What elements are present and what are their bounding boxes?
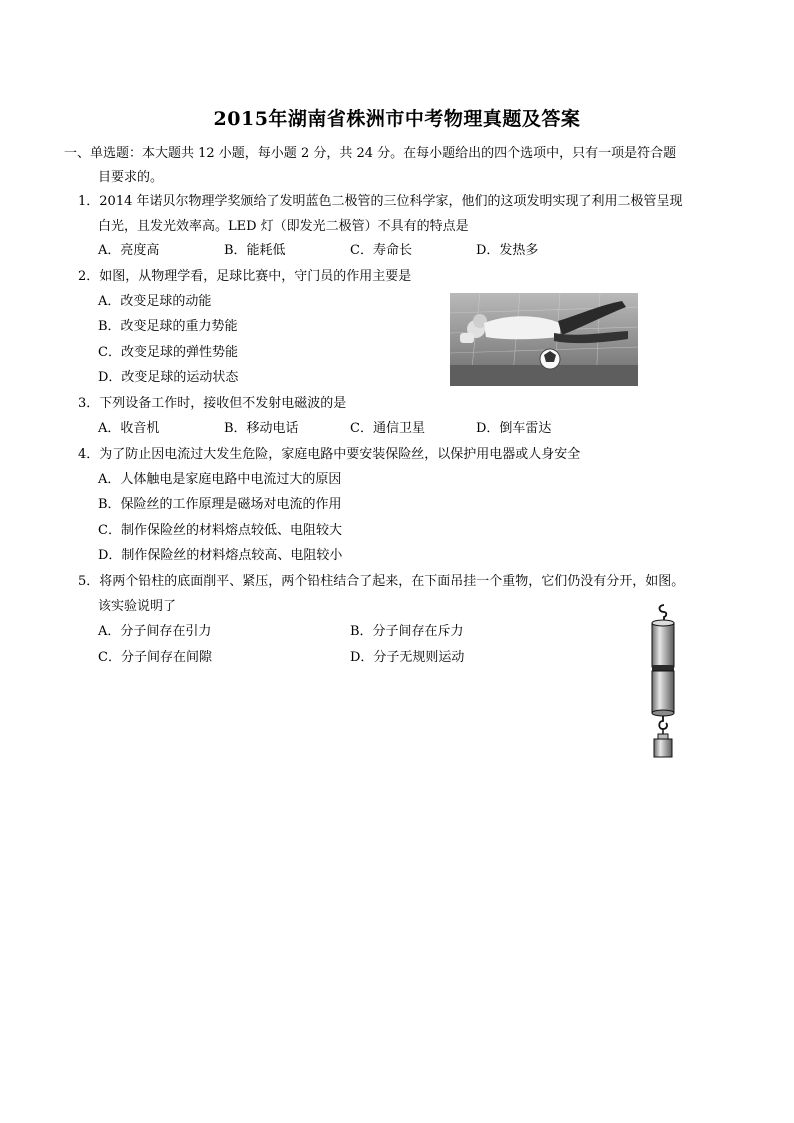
q2-option-b: B．改变足球的重力势能	[98, 319, 238, 334]
q4-stem: 4．为了防止因电流过大发生危险，家庭电路中要安装保险丝，以保护用电器或人身安全	[78, 447, 581, 462]
q2-option-a: A．改变足球的动能	[98, 294, 212, 309]
q5-option-b: B．分子间存在斥力	[350, 624, 464, 639]
lead-cylinders-illustration	[638, 603, 688, 759]
q2-stem: 2．如图，从物理学看，足球比赛中，守门员的作用主要是	[78, 269, 412, 284]
q1-option-b: B．能耗低	[224, 243, 286, 258]
goalkeeper-photo	[450, 293, 638, 386]
q5-option-a: A．分子间存在引力	[98, 624, 212, 639]
q3-option-b: B．移动电话	[224, 421, 299, 436]
q5-stem-line2: 该实验说明了	[98, 599, 177, 614]
q2-option-c: C．改变足球的弹性势能	[98, 345, 238, 360]
q3-option-a: A．收音机	[98, 421, 160, 436]
q1-option-d: D．发热多	[476, 243, 539, 258]
q2-option-d: D．改变足球的运动状态	[98, 370, 239, 385]
q3-stem: 3．下列设备工作时，接收但不发射电磁波的是	[78, 396, 347, 411]
q1-stem-line1: 1．2014 年诺贝尔物理学奖颁给了发明蓝色二极管的三位科学家，他们的这项发明实现了利用二极管呈现	[78, 194, 683, 209]
q1-option-a: A．亮度高	[98, 243, 160, 258]
q4-option-b: B．保险丝的工作原理是磁场对电流的作用	[98, 497, 342, 512]
page-title: 2015年湖南省株洲市中考物理真题及答案	[213, 108, 581, 130]
q5-option-c: C．分子间存在间隙	[98, 650, 212, 665]
q4-option-a: A．人体触电是家庭电路中电流过大的原因	[98, 472, 342, 487]
q3-option-c: C．通信卫星	[350, 421, 425, 436]
q1-option-c: C．寿命长	[350, 243, 412, 258]
q5-stem-line1: 5．将两个铅柱的底面削平、紧压，两个铅柱结合了起来，在下面吊挂一个重物，它们仍没有分开，如图。	[78, 574, 685, 589]
section-heading-line1: 一、单选题：本大题共 12 小题，每小题 2 分，共 24 分。在每小题给出的四个选项中，只有一项是符合题	[64, 146, 677, 161]
q1-stem-line2: 白光，且发光效率高。LED 灯（即发光二极管）不具有的特点是	[98, 219, 469, 234]
q4-option-d: D．制作保险丝的材料熔点较高、电阻较小	[98, 548, 343, 563]
section-heading-line2: 目要求的。	[98, 170, 164, 185]
goalkeeper-illustration	[450, 293, 638, 386]
q3-option-d: D．倒车雷达	[476, 421, 552, 436]
q5-option-d: D．分子无规则运动	[350, 650, 465, 665]
q4-option-c: C．制作保险丝的材料熔点较低、电阻较大	[98, 523, 342, 538]
lead-cylinders-figure	[638, 603, 688, 759]
